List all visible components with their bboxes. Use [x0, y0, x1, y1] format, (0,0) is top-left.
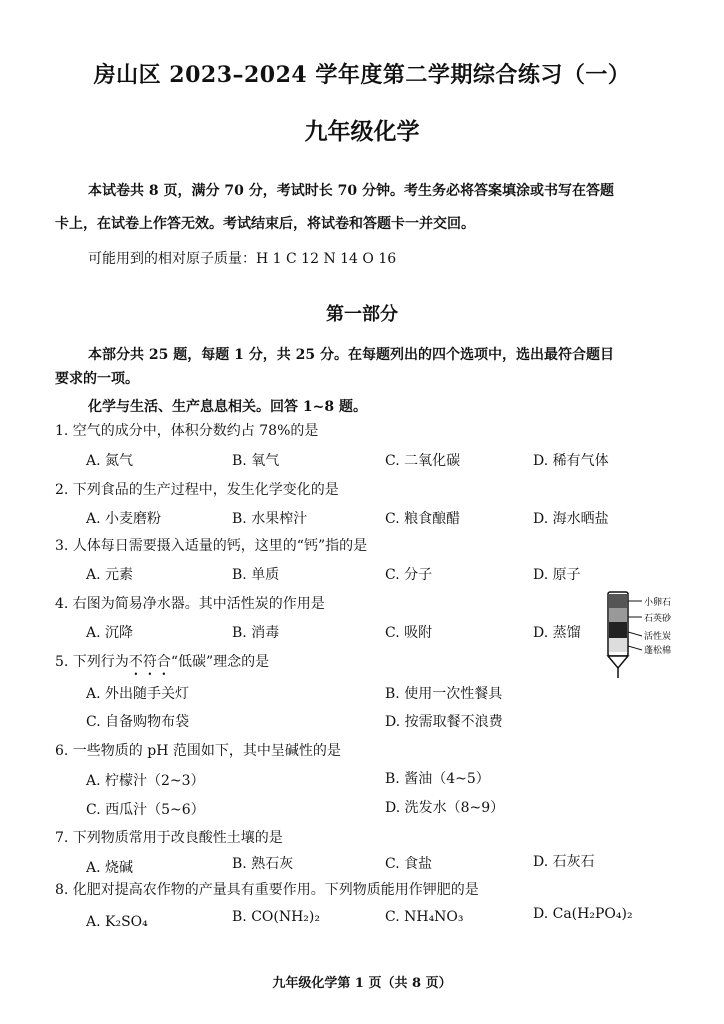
option-b: B. 单质 — [232, 567, 280, 583]
option-a: A. 柠檬汁（2~3） — [86, 773, 205, 789]
option-d: D. Ca(H₂PO₄)₂ — [533, 906, 633, 922]
option-b: B. 氧气 — [232, 453, 280, 469]
label-pebbles: 小卵石 — [644, 598, 672, 608]
option-c: C. NH₄NO₃ — [385, 909, 464, 925]
option-b: B. CO(NH₂)₂ — [232, 909, 320, 925]
label-line — [628, 646, 642, 650]
stem-suffix: “低碳”理念的是 — [170, 654, 270, 670]
atomic-mass-line: 可能用到的相对原子质量：H 1 C 12 N 14 O 16 — [88, 251, 397, 267]
option-d: D. 海水晒盐 — [533, 511, 609, 527]
exam-title: 房山区 2023–2024 学年度第二学期综合练习（一） — [93, 62, 631, 88]
section-title: 第一部分 — [326, 304, 398, 325]
question-stem — [55, 651, 269, 671]
option-d: D. 石灰石 — [533, 854, 595, 870]
option-c: C. 吸附 — [385, 625, 433, 641]
group-intro: 化学与生活、生产息息相关。回答 1~8 题。 — [88, 399, 367, 415]
option-d: D. 洗发水（8~9） — [385, 800, 505, 816]
option-c: C. 食盐 — [385, 856, 433, 872]
question-stem: 7. 下列物质常用于改良酸性土壤的是 — [55, 830, 283, 846]
option-b: B. 酱油（4~5） — [385, 771, 490, 787]
option-c: C. 自备购物布袋 — [86, 714, 190, 730]
emphasis-char: 合 — [156, 654, 171, 670]
intro-line-1: 本试卷共 8 页，满分 70 分，考试时长 70 分钟。考生务必将答案填涂或书写在答题 — [88, 183, 614, 199]
cotton-layer — [609, 638, 627, 652]
option-d: D. 原子 — [533, 567, 581, 583]
option-b: B. 消毒 — [232, 625, 280, 641]
option-c: C. 分子 — [385, 567, 433, 583]
intro-line-2: 卡上，在试卷上作答无效。考试结束后，将试卷和答题卡一并交回。 — [55, 216, 475, 232]
stem-prefix: 5. 下列行为 — [55, 654, 129, 670]
option-c: C. 二氧化碳 — [385, 453, 461, 469]
question-stem: 8. 化肥对提高农作物的产量具有重要作用。下列物质能用作钾肥的是 — [55, 882, 479, 898]
option-d: D. 按需取餐不浪费 — [385, 714, 503, 730]
option-a: A. 外出随手关灯 — [86, 686, 190, 702]
option-a: A. 元素 — [86, 567, 134, 583]
section-desc-line-1: 本部分共 25 题，每题 1 分，共 25 分。在每题列出的四个选项中，选出最符合题目 — [88, 347, 614, 363]
label-line — [628, 632, 642, 636]
pebble-layer — [609, 594, 627, 608]
option-d: D. 稀有气体 — [533, 453, 609, 469]
option-c: C. 西瓜汁（5~6） — [86, 802, 205, 818]
option-b: B. 使用一次性餐具 — [385, 686, 503, 702]
question-stem: 1. 空气的成分中，体积分数约占 78%的是 — [55, 423, 319, 439]
page-footer: 九年级化学第 1 页（共 8 页） — [272, 976, 452, 991]
section-desc-line-2: 要求的一项。 — [55, 371, 139, 387]
label-cotton: 蓬松棉 — [644, 646, 672, 656]
emphasis-char: 符 — [142, 654, 157, 670]
option-a: A. 沉降 — [86, 625, 134, 641]
label-activated-carbon: 活性炭 — [644, 632, 672, 642]
question-stem: 3. 人体每日需要摄入适量的钙，这里的“钙”指的是 — [55, 538, 368, 554]
option-a: A. 氮气 — [86, 453, 134, 469]
option-c: C. 粮食酿醋 — [385, 511, 461, 527]
option-d: D. 蒸馏 — [533, 625, 581, 641]
question-stem: 4. 右图为简易净水器。其中活性炭的作用是 — [55, 596, 325, 612]
activated-carbon-layer — [609, 622, 627, 638]
emphasis-char: 不 — [128, 654, 143, 670]
option-b: B. 熟石灰 — [232, 856, 294, 872]
water-filter-figure — [596, 586, 696, 682]
question-stem: 2. 下列食品的生产过程中，发生化学变化的是 — [55, 482, 339, 498]
question-stem: 6. 一些物质的 pH 范围如下，其中呈碱性的是 — [55, 743, 341, 759]
option-a: A. K₂SO₄ — [86, 914, 148, 930]
option-a: A. 小麦磨粉 — [86, 511, 162, 527]
label-quartz-sand: 石英砂 — [644, 614, 672, 624]
exam-subtitle: 九年级化学 — [304, 118, 420, 145]
filter-funnel — [608, 656, 628, 668]
option-a: A. 烧碱 — [86, 860, 134, 876]
quartz-sand-layer — [609, 608, 627, 622]
emphasis-not — [129, 654, 171, 670]
option-b: B. 水果榨汁 — [232, 511, 308, 527]
